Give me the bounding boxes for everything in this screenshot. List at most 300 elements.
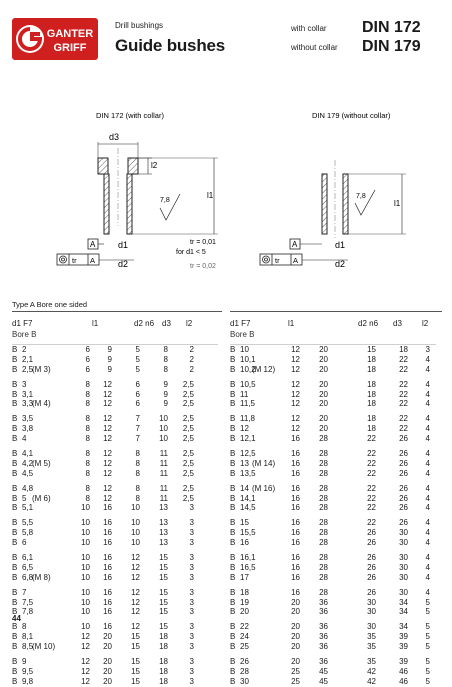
cell-l1: 12 [291,354,300,364]
cell-d3: 18 [399,345,408,354]
cell-l1-col2: 12 [103,424,112,434]
cell-bore-prefix: B [230,468,236,478]
cell-l1-col2: 20 [319,354,328,364]
cell-bore-prefix: B [230,493,236,503]
cell-bore-prefix: B [230,503,236,513]
cell-bore-prefix: B [230,354,236,364]
cell-bore-prefix: B [230,345,236,354]
cell-l1: 25 [291,676,300,686]
table-row [230,484,442,494]
cell-l1: 20 [291,657,300,667]
cell-d3: 39 [399,657,408,667]
cell-l2: 3 [189,528,194,538]
cell-d3: 30 [399,528,408,538]
table-row [230,657,442,667]
cell-l2: 4 [425,528,430,538]
table-row [12,399,218,409]
cell-l2: 4 [425,503,430,513]
cell-l1: 16 [291,458,300,468]
cell-thread-size: (M 16) [252,483,276,493]
cell-l2: 3 [189,666,194,676]
cell-d2: 26 [367,562,376,572]
cell-l1: 20 [291,622,300,632]
cell-bore-prefix: B [230,666,236,676]
table-row [12,563,218,573]
row-group [230,588,442,618]
cell-d3: 11 [159,449,168,459]
cell-d3: 22 [399,379,408,389]
cell-bore-prefix: B [12,458,18,468]
cell-d2: 7 [135,434,140,444]
cell-bore-prefix: B [230,379,236,389]
cell-d2: 12 [131,622,140,632]
cell-d2: 8 [135,449,140,459]
table-left-body [12,345,218,687]
table-left-rule [12,311,222,312]
table-row [230,434,442,444]
table-row [12,424,218,434]
row-group [12,657,218,687]
cell-d2: 26 [367,538,376,548]
cell-l1-col2: 16 [103,528,112,538]
header-l1: l1 [92,319,99,328]
cell-d3: 13 [159,538,168,548]
variant-without-collar: without collar [291,43,338,52]
cell-l1: 12 [81,642,90,652]
cell-l1-col2: 45 [319,676,328,686]
cell-d2: 10 [131,528,140,538]
cell-l2: 4 [425,562,430,572]
cell-d2: 12 [131,553,140,563]
cell-d3: 10 [159,434,168,444]
cell-l2: 2,5 [182,493,194,503]
cell-l1: 16 [291,449,300,459]
table-row [230,632,442,642]
cell-bore-size: 13 [240,458,249,468]
cell-l1: 16 [291,518,300,528]
cell-d3: 39 [399,642,408,652]
dim-d3: d3 [109,132,120,142]
cell-l2: 3 [189,518,194,528]
cell-d3: 15 [159,562,168,572]
cell-d2: 35 [367,657,376,667]
type-label: Type A Bore one sided [12,300,88,309]
logo-brand-line2: GRIFF [53,42,87,54]
cell-d2: 22 [367,493,376,503]
cell-l1-col2: 12 [103,493,112,503]
cell-bore-size: 4,2 [22,458,34,468]
cell-bore-size: 18 [240,587,249,597]
cell-l1: 25 [291,666,300,676]
table-row [12,538,218,548]
cell-l2: 4 [425,483,430,493]
cell-l1: 6 [85,345,90,354]
cell-l1-col2: 28 [319,493,328,503]
cell-l1-col2: 20 [103,632,112,642]
table-row [12,657,218,667]
cell-thread-size: (M 5) [32,458,51,468]
cell-d2: 6 [135,379,140,389]
cell-bore-prefix: B [12,572,18,582]
table-row [12,607,218,617]
header-d2: d2 n6 [134,319,155,328]
body-wall-left [104,174,109,234]
cell-d2: 22 [367,449,376,459]
cell-d3: 18 [159,632,168,642]
cell-l2: 3 [189,553,194,563]
cell-bore-prefix: B [12,468,18,478]
cell-bore-size: 14 [240,483,249,493]
row-group [230,657,442,687]
table-row [230,642,442,652]
cell-bore-prefix: B [12,538,18,548]
cell-bore-prefix: B [230,389,236,399]
header-d3: d3 [162,319,171,328]
cell-l1-col2: 20 [319,399,328,409]
row-group [230,484,442,514]
row-group [12,622,218,652]
cell-bore-prefix: B [230,632,236,642]
table-row [230,414,442,424]
table-row [12,355,218,365]
cell-l2: 4 [425,434,430,444]
cell-l2: 2,5 [182,389,194,399]
din-172: DIN 172 [362,19,421,36]
cell-d3: 15 [159,597,168,607]
cell-d2: 12 [131,572,140,582]
cell-bore-size: 10 [240,345,249,354]
cell-d2: 18 [367,379,376,389]
table-row [12,677,218,687]
cell-l1-col2: 16 [103,597,112,607]
cell-d3: 13 [159,503,168,513]
cell-l1-col2: 28 [319,587,328,597]
cell-l1: 8 [85,399,90,409]
cell-bore-prefix: B [12,587,18,597]
cell-l2: 4 [425,538,430,548]
cell-d2: 30 [367,597,376,607]
cell-l2: 2 [189,364,194,374]
cell-l1: 8 [85,414,90,424]
cell-l2: 2,5 [182,414,194,424]
cell-l2: 4 [425,399,430,409]
cell-l1-col2: 16 [103,538,112,548]
cell-bore-size: 22 [240,622,249,632]
header-bore: Bore B [12,330,37,339]
cell-l2: 5 [425,657,430,667]
cell-d3: 22 [399,414,408,424]
cell-l1-col2: 28 [319,434,328,444]
cell-bore-prefix: B [12,597,18,607]
cell-d2: 15 [131,666,140,676]
cell-d2: 5 [135,364,140,374]
bushing-without-collar [260,160,406,269]
cell-l2: 4 [425,553,430,563]
cell-l1: 12 [291,389,300,399]
cell-l1-col2: 45 [319,666,328,676]
cell-bore-size: 9 [22,657,27,667]
cell-bore-size: 6 [22,538,27,548]
tol-datum-left: A [90,256,96,265]
cell-d3: 11 [159,468,168,478]
cell-d2: 26 [367,587,376,597]
row-group [230,449,442,479]
cell-l2: 3 [189,538,194,548]
cell-d3: 22 [399,389,408,399]
cell-l1-col2: 20 [103,666,112,676]
cell-l1-col2: 36 [319,632,328,642]
cell-bore-prefix: B [12,642,18,652]
cell-d2: 18 [367,354,376,364]
cell-bore-size: 2,5 [22,364,34,374]
table-row [12,528,218,538]
cell-l1: 10 [81,518,90,528]
cell-l2: 4 [425,414,430,424]
cell-l2: 3 [189,642,194,652]
cell-bore-size: 12,5 [240,449,256,459]
page-title: Guide bushes [115,36,226,55]
cell-l2: 4 [425,379,430,389]
cell-d3: 39 [399,632,408,642]
cell-l1: 20 [291,632,300,642]
row-group [12,484,218,514]
cell-d3: 8 [163,364,168,374]
cell-d3: 22 [399,424,408,434]
table-row [230,607,442,617]
table-row [230,365,442,375]
cell-bore-size: 8 [22,622,27,632]
table-row [230,573,442,583]
table-row [12,390,218,400]
cell-bore-prefix: B [230,458,236,468]
cell-l2: 3 [189,503,194,513]
cell-l2: 3 [189,572,194,582]
cell-d2: 5 [135,345,140,354]
cell-l1-col2: 9 [107,354,112,364]
cell-l1-col2: 28 [319,503,328,513]
cell-l1: 16 [291,572,300,582]
cell-l2: 3 [189,597,194,607]
cell-l1: 8 [85,424,90,434]
cell-bore-prefix: B [12,424,18,434]
cell-l1: 8 [85,379,90,389]
cell-d2: 12 [131,607,140,617]
cell-thread-size: (M 8) [32,572,51,582]
row-group [12,588,218,618]
cell-bore-prefix: B [230,562,236,572]
surface-finish-right: 7,8 [356,193,366,200]
cell-bore-size: 3 [22,379,27,389]
cell-l1: 10 [81,572,90,582]
datum-a-right: A [292,240,298,249]
cell-d2: 35 [367,642,376,652]
cell-l1-col2: 16 [103,622,112,632]
row-group [12,345,218,375]
cell-l1-col2: 36 [319,607,328,617]
table-row [12,380,218,390]
cell-l1: 12 [81,676,90,686]
cell-d2: 5 [135,354,140,364]
row-group [230,518,442,548]
tol-tr-right: tr [275,256,280,265]
cell-bore-size: 9,8 [22,676,34,686]
cell-d2: 6 [135,399,140,409]
cell-bore-size: 28 [240,666,249,676]
table-row [230,563,442,573]
cell-d3: 26 [399,458,408,468]
cell-l1-col2: 28 [319,458,328,468]
cell-l1: 10 [81,528,90,538]
cell-thread-size: (M 12) [252,364,276,374]
cell-d2: 42 [367,666,376,676]
cell-bore-size: 8,1 [22,632,34,642]
dim-l1: l1 [207,191,214,200]
cell-bore-size: 6,5 [22,562,34,572]
cell-thread-size: (M 14) [252,458,276,468]
cell-bore-size: 14,5 [240,503,256,513]
table-row [12,365,218,375]
table-right-rule [230,311,442,312]
table-row [12,588,218,598]
header-l1: l1 [288,319,295,328]
cell-bore-size: 14,1 [240,493,256,503]
table-right-body [230,345,442,687]
cell-d3: 11 [159,483,168,493]
table-row [12,414,218,424]
cell-d2: 18 [367,399,376,409]
collar-wall-left [98,158,108,174]
cell-l2: 2 [189,354,194,364]
table-row [12,573,218,583]
cell-l2: 5 [425,622,430,632]
cell-d3: 15 [159,572,168,582]
cell-l1-col2: 28 [319,483,328,493]
cell-l1-col2: 12 [103,379,112,389]
cell-d2: 15 [131,642,140,652]
cell-l1-col2: 20 [319,414,328,424]
cell-l1-col2: 36 [319,657,328,667]
table-row [12,494,218,504]
cell-l1: 16 [291,528,300,538]
cell-l1-col2: 12 [103,449,112,459]
cell-l1: 12 [291,345,300,354]
table-row [12,459,218,469]
cell-d2: 6 [135,389,140,399]
cell-l1: 16 [291,503,300,513]
cell-bore-prefix: B [230,518,236,528]
dim-l1-right: l1 [394,199,401,208]
cell-l1: 20 [291,642,300,652]
cell-l2: 5 [425,642,430,652]
bushing-with-collar [57,132,218,270]
cell-l1: 12 [291,414,300,424]
row-group [12,414,218,444]
cell-d2: 18 [367,414,376,424]
cell-bore-prefix: B [230,657,236,667]
cell-bore-size: 4,5 [22,468,34,478]
cell-l2: 4 [425,587,430,597]
cell-d2: 15 [367,345,376,354]
logo-brand-line1: GANTER [46,28,94,40]
cell-d2: 8 [135,458,140,468]
cell-l2: 4 [425,518,430,528]
cell-l1: 16 [291,483,300,493]
table-row [230,390,442,400]
dim-l2: l2 [151,161,158,170]
cell-d3: 46 [399,666,408,676]
cell-l1: 10 [81,562,90,572]
cell-bore-size: 4,8 [22,483,34,493]
cell-bore-size: 30 [240,676,249,686]
cell-l1: 8 [85,449,90,459]
cell-l1-col2: 20 [319,389,328,399]
cell-bore-prefix: B [12,562,18,572]
table-row [12,632,218,642]
row-group [230,345,442,375]
cell-bore-prefix: B [12,607,18,617]
cell-d3: 46 [399,676,408,686]
cell-d3: 26 [399,449,408,459]
cell-bore-prefix: B [12,354,18,364]
cell-l1-col2: 12 [103,389,112,399]
cell-d3: 26 [399,518,408,528]
cell-bore-prefix: B [230,434,236,444]
cell-l1: 16 [291,562,300,572]
header-d1: d1 F7 [230,319,251,328]
cell-d2: 30 [367,607,376,617]
cell-l1: 12 [81,657,90,667]
table-row [230,538,442,548]
table-right [230,318,442,687]
cell-d3: 22 [399,354,408,364]
cell-bore-size: 6,1 [22,553,34,563]
datum-a-left: A [90,240,96,249]
row-group [230,553,442,583]
cell-d2: 18 [367,424,376,434]
cell-d2: 15 [131,632,140,642]
cell-l2: 3 [189,562,194,572]
table-row [230,380,442,390]
table-row [230,588,442,598]
table-row [230,494,442,504]
cell-bore-prefix: B [230,424,236,434]
header-d3: d3 [393,319,402,328]
table-row [230,355,442,365]
table-row [230,503,442,513]
cell-bore-size: 7 [22,587,27,597]
cell-bore-prefix: B [230,572,236,582]
cell-d3: 26 [399,493,408,503]
table-right-header [230,318,442,329]
cell-bore-prefix: B [12,345,18,354]
cell-l1: 10 [81,538,90,548]
cell-l2: 5 [425,666,430,676]
cell-d3: 9 [163,389,168,399]
cell-l1: 12 [81,666,90,676]
header-d2: d2 n6 [358,319,379,328]
table-left [12,318,218,687]
cell-d3: 15 [159,587,168,597]
table-row [12,449,218,459]
cell-d3: 13 [159,518,168,528]
cell-d3: 18 [159,642,168,652]
cell-d2: 22 [367,503,376,513]
cell-l1-col2: 28 [319,562,328,572]
cell-d2: 22 [367,434,376,444]
cell-d3: 26 [399,434,408,444]
cell-d2: 7 [135,414,140,424]
cell-d2: 8 [135,468,140,478]
